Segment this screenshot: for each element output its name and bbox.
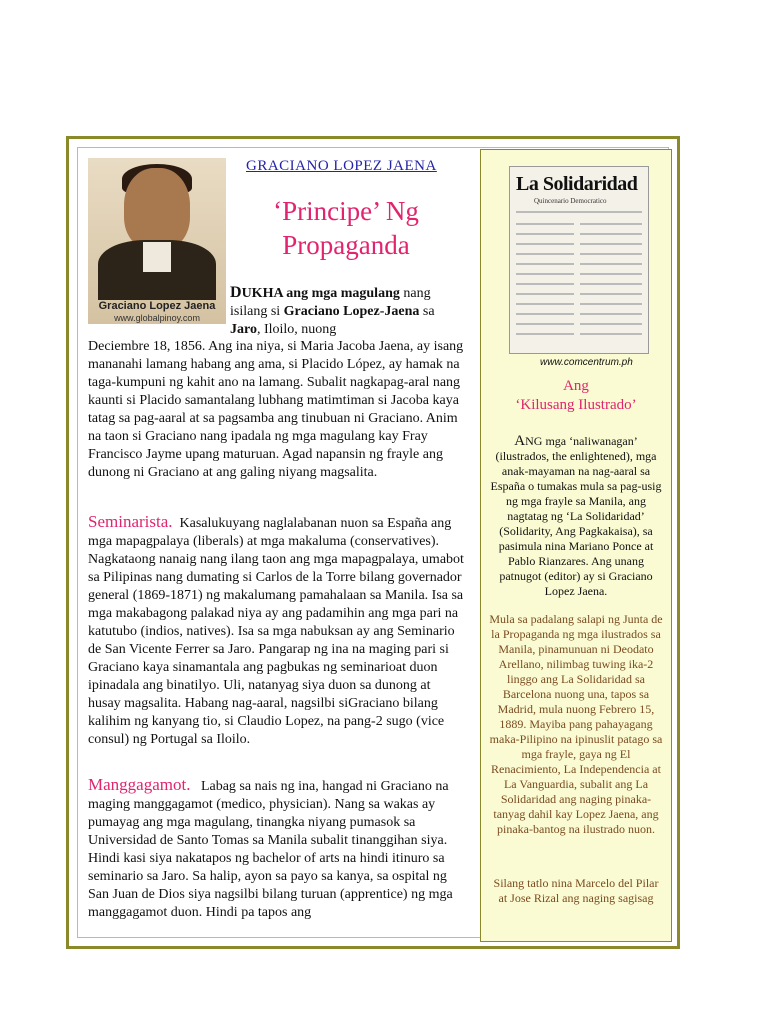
- newspaper-source: www.comcentrum.ph: [540, 357, 633, 368]
- intro-paragraph-start: [230, 284, 466, 339]
- newspaper-text-line: [516, 323, 574, 325]
- portrait-caption: Graciano Lopez Jaena: [98, 300, 216, 312]
- newspaper-text-line: [516, 273, 574, 275]
- title-line-1: ‘Principe’ Ng: [273, 196, 419, 226]
- newspaper-text-line: [516, 233, 574, 235]
- newspaper-text-line: [516, 263, 574, 265]
- newspaper-text-line: [516, 333, 574, 335]
- newspaper-text-line: [516, 243, 574, 245]
- portrait-source: www.globalpinoy.com: [114, 313, 200, 323]
- newspaper-text-line: [580, 273, 642, 275]
- drop-cap: D: [230, 284, 242, 301]
- newspaper-text-line: [580, 323, 642, 325]
- newspaper-text-line: [580, 223, 642, 225]
- sidebar-title-line-1: Ang: [563, 378, 589, 394]
- newspaper-text-line: [516, 303, 574, 305]
- newspaper-text-line: [580, 283, 642, 285]
- portrait-collar: [143, 242, 171, 272]
- intro-paragraph: Deciembre 18, 1856. Ang ina niya, si Maria Jacoba Jaena, ay isang mananahi lamang habang ang ama, si Placido López, ay hamak na taga-kumpuni ng kahit ano na lamang. Subalit nagkapag-aral nang kaunti si Placido samantalang lubhang matimtiman si Jacoba kaya tatag sa pag-aaral at sa pagsamba ang tinubuan ni Graciano. Anim na taon si Graciano nang ipadala ng mga magulang kay Fray Francisco Jayme upang maturuan. Agad napansin ng frayle ang dunong ni Graciano at ang galing niyang magsalita.: [88, 339, 464, 480]
- newspaper-text-line: [516, 253, 574, 255]
- sidebar-paragraph-1: [488, 434, 664, 599]
- sidebar-paragraph-2: Mula sa padalang salapi ng Junta de la Propaganda ng mga ilustrados sa Manila, pinamunuan ni Deodato Arellano, nilimbag tuwing ika-2 linggo ang La Solidaridad sa Barcelona nuong una, tapos sa Madrid, mula nuong Febrero 15, 1889. Mayiba pang pahayagang maka-Pilipino na ipinuslit patago sa mga frayle, gaya ng El Renacimiento, La Independencia at La Vanguardia, subalit ang La Solidaridad ang naging pinaka-tanyag dahil kay Lopez Jaena, ang pinaka-bantog na ilustrado nuon.: [489, 612, 663, 836]
- article-title: [238, 194, 454, 262]
- newspaper-text-line: [580, 243, 642, 245]
- newspaper-text-line: [516, 283, 574, 285]
- section-text-seminarista: Kasalukuyang naglalabanan nuon sa España ang mga mapagpalaya (liberals) at mga makaluma (conservatives). Nagkataong nanaig nang ilang taon ang mga mapagpalaya, umabot sa Pilipinas nang dumating si Carlos de la Torre bilang governador general (1869-1871) ng makalumang pamahalaan sa Manila. Isa sa mga makabagong palakad niya ay ang padamihin ang mga pari na katutubo (indios, natives). Isa sa mga nabuksan ay ang Seminario de San Vicente Ferrer sa Jaro. Pangarap ng ina na maging pari si Graciano kaya sinamantala ang pagbukas ng seminarioat duon ipinadala ang binatilyo. Uli, natanyag siya duon sa dunong at husay magsalita. Habang nag-aaral, nagsilbi siGraciano bilang kalihim ng kanyang tio, si Claudio Lopez, na pang-2 sugo (vice consul) ng Portugal sa Iloilo.: [88, 516, 464, 747]
- newspaper-text-line: [516, 223, 574, 225]
- sidebar-paragraph-1-text: NG mga ‘naliwanagan’ (ilustrados, the enlightened), mga anak-mayaman na nag-aaral sa España o tumakas mula sa pag-usig ng mga frayle sa Manila, ang nagtatag ng ‘La Solidaridad’ (Solidarity, Ang Pagkakaisa), sa pasimula nina Mariano Ponce at Pablo Rianzares. Ang unang patnugot (editor) ay si Graciano Lopez Jaena.: [490, 434, 662, 598]
- newspaper-text-line: [580, 313, 642, 315]
- section-seminarista: [88, 513, 464, 749]
- section-heading-manggagamot: Manggagamot.: [88, 775, 191, 794]
- newspaper-text-line: [580, 303, 642, 305]
- intro-place: Jaro: [230, 322, 257, 337]
- section-manggagamot: [88, 776, 464, 922]
- newspaper-masthead: La Solidaridad: [516, 173, 638, 195]
- portrait-face: [124, 168, 190, 250]
- newspaper-rule: [516, 211, 642, 213]
- title-line-2: Propaganda: [282, 230, 410, 260]
- sidebar-title: [482, 377, 670, 415]
- name-link[interactable]: GRACIANO LOPEZ JAENA: [246, 158, 437, 174]
- intro-text-a: nang isilang si: [230, 286, 431, 319]
- newspaper-text-line: [516, 313, 574, 315]
- portrait-image: [88, 158, 226, 324]
- intro-text-b: sa: [419, 304, 435, 319]
- intro-name: Graciano Lopez-Jaena: [283, 304, 420, 319]
- newspaper-text-line: [580, 253, 642, 255]
- newspaper-text-line: [580, 333, 642, 335]
- sidebar-paragraph-3: Silang tatlo nina Marcelo del Pilar at Jose Rizal ang naging sagisag: [493, 876, 659, 905]
- section-text-manggagamot: Labag sa nais ng ina, hangad ni Graciano na maging manggagamot (medico, physician). Nang sa wakas ay pumayag ang mga magulang, tinangka niyang pumasok sa Universidad de Santo Tomas sa Manila subalit tinanggihan siya. Hindi kasi siya nakatapos ng bachelor of arts na hindi itinuro sa seminario sa Jaro. Sa halip, ayon sa payo sa kanya, sa ospital ng San Juan de Dios siya nagsilbi bilang turuan (apprentice) ng mga manggagamot duon. Hindi pa tapos ang: [88, 779, 453, 920]
- newspaper-text-line: [580, 263, 642, 265]
- newspaper-image: [509, 166, 649, 354]
- newspaper-text-line: [580, 233, 642, 235]
- section-heading-seminarista: Seminarista.: [88, 512, 173, 531]
- newspaper-subtitle: Quincenario Democratico: [534, 197, 607, 205]
- sidebar-title-line-2: ‘Kilusang Ilustrado’: [515, 397, 637, 413]
- intro-lead: UKHA ang mga magulang: [241, 286, 400, 301]
- newspaper-text-line: [516, 293, 574, 295]
- newspaper-text-line: [580, 293, 642, 295]
- sidebar-drop-cap: A: [514, 433, 526, 449]
- intro-text-c: , Iloilo, nuong: [256, 322, 337, 337]
